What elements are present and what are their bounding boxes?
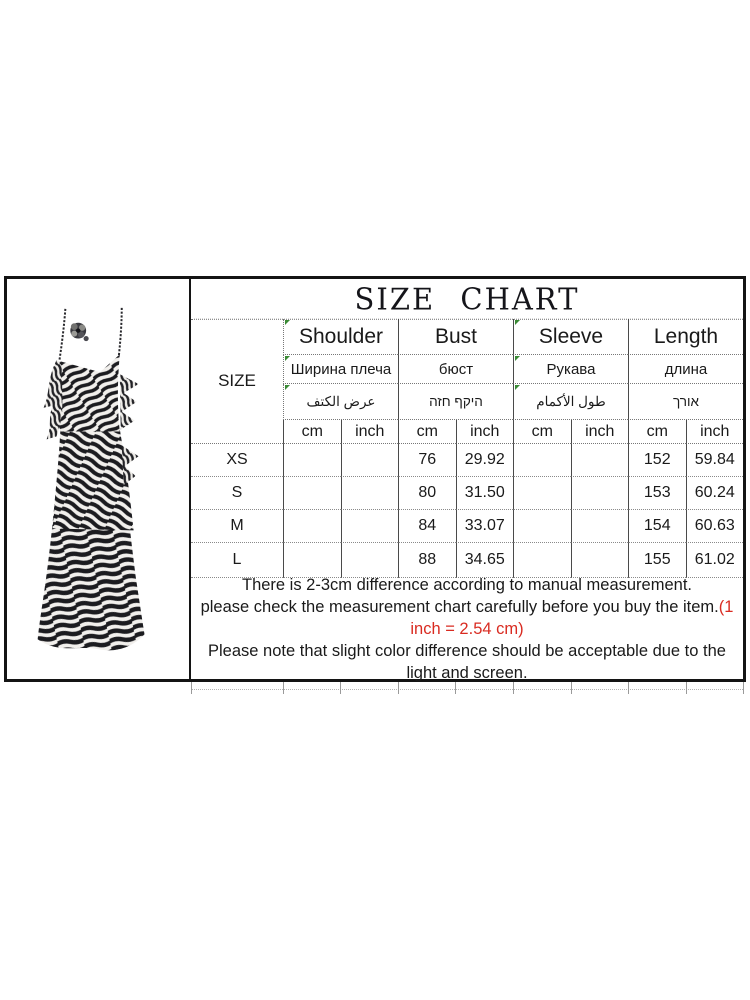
unit-header-inch: inch (686, 420, 744, 444)
col-header-bust-local (398, 384, 513, 420)
size-row-label: L (191, 543, 283, 578)
size-row-label: XS (191, 444, 283, 477)
value-cell (571, 543, 629, 578)
col-header-length (628, 319, 743, 355)
value-cell: 88 (398, 543, 456, 578)
product-photo-cell (7, 279, 191, 679)
unit-header-cm: cm (398, 420, 456, 444)
col-header-sleeve-local (513, 384, 628, 420)
value-cell: 60.24 (686, 477, 744, 510)
col-header-sleeve-local-label: طول الأكمام (536, 393, 606, 409)
value-cell (341, 510, 399, 543)
size-chart-sheet (4, 276, 746, 682)
col-header-length-ru (628, 355, 743, 384)
rosette-flower-detail (70, 323, 88, 341)
value-cell (571, 510, 629, 543)
size-row-label: S (191, 477, 283, 510)
value-cell (283, 543, 341, 578)
value-cell: 152 (628, 444, 686, 477)
col-header-shoulder-local (283, 384, 398, 420)
gridline-remnants (191, 682, 743, 695)
measurement-note (191, 575, 743, 682)
size-column-header: SIZE (191, 319, 283, 444)
value-cell (341, 444, 399, 477)
note-line-2-text: please check the measurement chart carefully before you buy the item. (200, 597, 719, 616)
value-cell (341, 477, 399, 510)
value-cell: 60.63 (686, 510, 744, 543)
col-header-sleeve-ru (513, 355, 628, 384)
col-header-shoulder-ru (283, 355, 398, 384)
value-cell: 154 (628, 510, 686, 543)
value-cell: 76 (398, 444, 456, 477)
col-header-sleeve (513, 319, 628, 355)
col-header-bust (398, 319, 513, 355)
value-cell (283, 477, 341, 510)
col-header-shoulder-label: Shoulder (298, 324, 384, 348)
col-header-length-local (628, 384, 743, 420)
col-header-bust-label: Bust (434, 324, 478, 348)
excel-marker-icon (515, 356, 520, 361)
unit-header-inch: inch (456, 420, 514, 444)
value-cell: 33.07 (456, 510, 514, 543)
col-header-bust-ru-label: бюст (438, 360, 474, 378)
value-cell (571, 444, 629, 477)
excel-marker-icon (285, 356, 290, 361)
note-inch-conversion: (1 inch = 2.54 cm) (410, 597, 734, 638)
col-header-shoulder-local-label: عرض الكتف (306, 393, 376, 409)
value-cell: 34.65 (456, 543, 514, 578)
value-cell (513, 510, 571, 543)
value-cell: 29.92 (456, 444, 514, 477)
value-cell (513, 543, 571, 578)
col-header-length-label: Length (653, 324, 719, 348)
col-header-sleeve-ru-label: Рукава (546, 360, 596, 378)
value-cell (283, 510, 341, 543)
unit-header-cm: cm (628, 420, 686, 444)
zebra-dress-image (7, 279, 189, 679)
value-cell (341, 543, 399, 578)
value-cell (283, 444, 341, 477)
value-cell (513, 477, 571, 510)
value-cell: 84 (398, 510, 456, 543)
note-line-1: There is 2-3cm difference according to manual measurement. (242, 575, 692, 594)
excel-marker-icon (515, 385, 520, 390)
col-header-length-ru-label: длина (664, 360, 708, 378)
remnant-dotted-line (191, 689, 743, 690)
size-row-label: M (191, 510, 283, 543)
col-header-length-local-label: אורך (672, 394, 699, 409)
unit-header-inch: inch (341, 420, 399, 444)
col-header-bust-ru (398, 355, 513, 384)
col-header-sleeve-label: Sleeve (538, 324, 604, 348)
value-cell (513, 444, 571, 477)
excel-marker-icon (285, 320, 290, 325)
value-cell (571, 477, 629, 510)
col-header-shoulder (283, 319, 398, 355)
value-cell: 155 (628, 543, 686, 578)
excel-marker-icon (285, 385, 290, 390)
value-cell: 80 (398, 477, 456, 510)
excel-marker-icon (515, 320, 520, 325)
unit-header-inch: inch (571, 420, 629, 444)
unit-header-cm: cm (513, 420, 571, 444)
unit-header-cm: cm (283, 420, 341, 444)
note-line-3: Please note that slight color difference should be acceptable due to the light and screen. (208, 641, 726, 682)
col-header-bust-local-label: היקף חזה (429, 394, 483, 409)
value-cell: 61.02 (686, 543, 744, 578)
value-cell: 59.84 (686, 444, 744, 477)
size-chart-title: SIZE CHART (191, 278, 743, 320)
value-cell: 31.50 (456, 477, 514, 510)
size-table (191, 279, 743, 682)
value-cell: 153 (628, 477, 686, 510)
col-header-shoulder-ru-label: Ширина плеча (290, 360, 392, 378)
note-line-2 (197, 596, 737, 640)
